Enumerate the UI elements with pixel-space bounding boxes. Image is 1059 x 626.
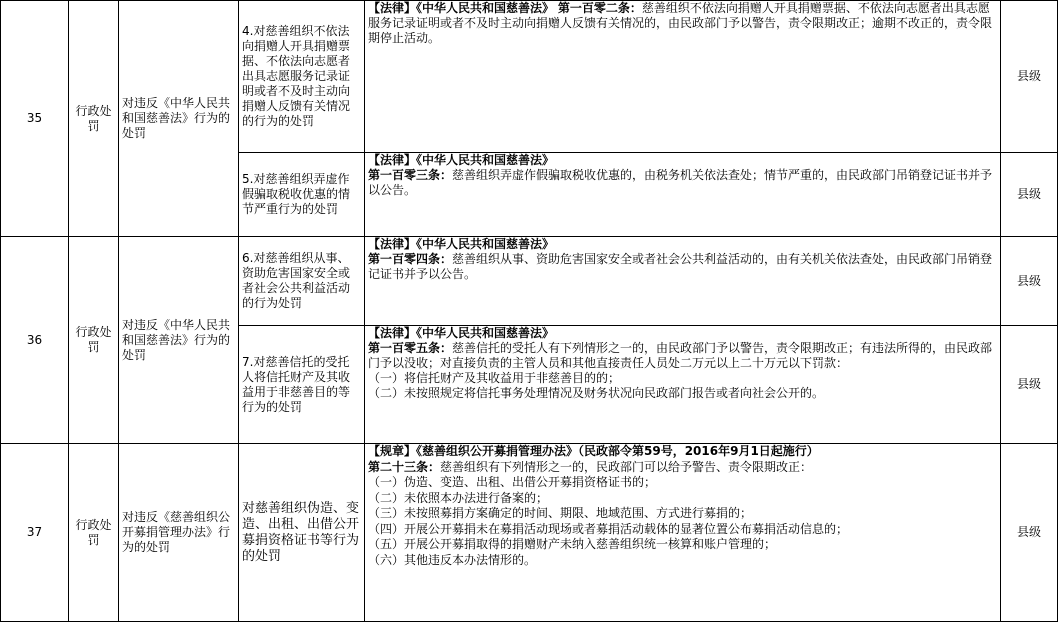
legal-basis <box>365 153 1001 237</box>
basis-list-item: （二）未按照规定将信托事务处理情况及财务状况向民政部门报告或者向社会公开的。 <box>368 386 825 400</box>
table-row <box>1 1 1058 153</box>
basis-article: 第一百零三条： <box>368 168 453 182</box>
basis-article: 第一百零二条： <box>557 1 642 15</box>
basis-body <box>368 341 997 371</box>
basis-list-item: （五）开展公开募捐取得的捐赠财产未纳入慈善组织统一核算和账户管理的； <box>368 537 777 551</box>
basis-list-item: （一）将信托财产及其收益用于非慈善目的的； <box>368 371 621 385</box>
penalty-type: 行政处罚 <box>69 444 119 622</box>
basis-text: 慈善组织从事、资助危害国家安全或者社会公共利益活动的，由有关机关依法查处，由民政部门吊销登记证书并予以公告。 <box>368 252 993 281</box>
basis-source: 【法律】《中华人民共和国慈善法》 <box>368 326 555 340</box>
penalty-condition: 7.对慈善信托的受托人将信托财产及其收益用于非慈善目的等行为的处罚 <box>239 326 365 444</box>
authority-level: 县级 <box>1001 1 1058 153</box>
penalty-item: 对违反《中华人民共和国慈善法》行为的处罚 <box>119 237 239 444</box>
row-number: 37 <box>1 444 69 622</box>
basis-article: 第一百零五条： <box>368 341 453 355</box>
penalty-condition: 4.对慈善组织不依法向捐赠人开具捐赠票据、不依法向志愿者出具志愿服务记录证明或者不及时主动向捐赠人反馈有关情况的行为的处罚 <box>239 1 365 153</box>
basis-list-item: （一）伪造、变造、出租、出借公开募捐资格证书的； <box>368 475 657 489</box>
penalty-type: 行政处罚 <box>69 237 119 444</box>
basis-text: 慈善组织不依法向捐赠人开具捐赠票据、不依法向志愿者出具志愿服务记录证明或者不及时主动向捐赠人反馈有关情况的，由民政部门予以警告，责令限期改正；逾期不改正的，责令限期停止活动。 <box>368 1 993 45</box>
basis-article: 第一百零四条： <box>368 252 453 266</box>
row-number: 36 <box>1 237 69 444</box>
basis-source: 【法律】《中华人民共和国慈善法》 <box>368 1 555 15</box>
penalty-condition: 6.对慈善组织从事、资助危害国家安全或者社会公共利益活动的行为处罚 <box>239 237 365 326</box>
basis-text: 慈善组织有下列情形之一的，民政部门可以给予警告、责令限期改正： <box>440 459 813 474</box>
table-row <box>1 237 1058 326</box>
authority-level: 县级 <box>1001 326 1058 444</box>
basis-source: 【法律】《中华人民共和国慈善法》 <box>368 153 555 167</box>
basis-list-item: （二）未依照本办法进行备案的； <box>368 490 549 505</box>
table-row <box>1 444 1058 622</box>
basis-source: 【法律】《中华人民共和国慈善法》 <box>368 237 555 251</box>
basis-body <box>368 168 997 198</box>
basis-list-item: （四）开展公开募捐未在募捐活动现场或者募捐活动载体的显著位置公布募捐活动信息的； <box>368 521 849 536</box>
basis-text: 慈善组织弄虚作假骗取税收优惠的，由税务机关依法查处；情节严重的，由民政部门吊销登记证书并予以公告。 <box>368 168 993 197</box>
legal-basis <box>365 444 1001 622</box>
basis-text: 慈善信托的受托人有下列情形之一的，由民政部门予以警告，责令限期改正；有违法所得的，由民政部门予以没收；对直接负责的主管人员和其他直接责任人员处二万元以上二十万元以下罚款： <box>368 341 993 370</box>
authority-level: 县级 <box>1001 444 1058 622</box>
penalty-condition: 对慈善组织伪造、变造、出租、出借公开募捐资格证书等行为的处罚 <box>239 444 365 622</box>
row-number: 35 <box>1 1 69 237</box>
basis-list-item: （三）未按照募捐方案确定的时间、期限、地域范围、方式进行募捐的； <box>368 506 753 520</box>
legal-basis <box>365 237 1001 326</box>
legal-basis <box>365 1 1001 153</box>
basis-list-item: （六）其他违反本办法情形的。 <box>368 552 537 567</box>
penalty-type: 行政处罚 <box>69 1 119 237</box>
penalty-item: 对违反《中华人民共和国慈善法》行为的处罚 <box>119 1 239 237</box>
basis-body <box>368 460 997 476</box>
authority-level: 县级 <box>1001 153 1058 237</box>
authority-level: 县级 <box>1001 237 1058 326</box>
legal-basis <box>365 326 1001 444</box>
basis-body <box>368 252 997 282</box>
basis-article: 第二十三条： <box>368 459 441 474</box>
penalty-item: 对违反《慈善组织公开募捐管理办法》行为的处罚 <box>119 444 239 622</box>
basis-source: 【规章】《慈善组织公开募捐管理办法》（民政部令第59号，2016年9月1日起施行） <box>368 444 819 458</box>
penalty-condition: 5.对慈善组织弄虚作假骗取税收优惠的情节严重行为的处罚 <box>239 153 365 237</box>
